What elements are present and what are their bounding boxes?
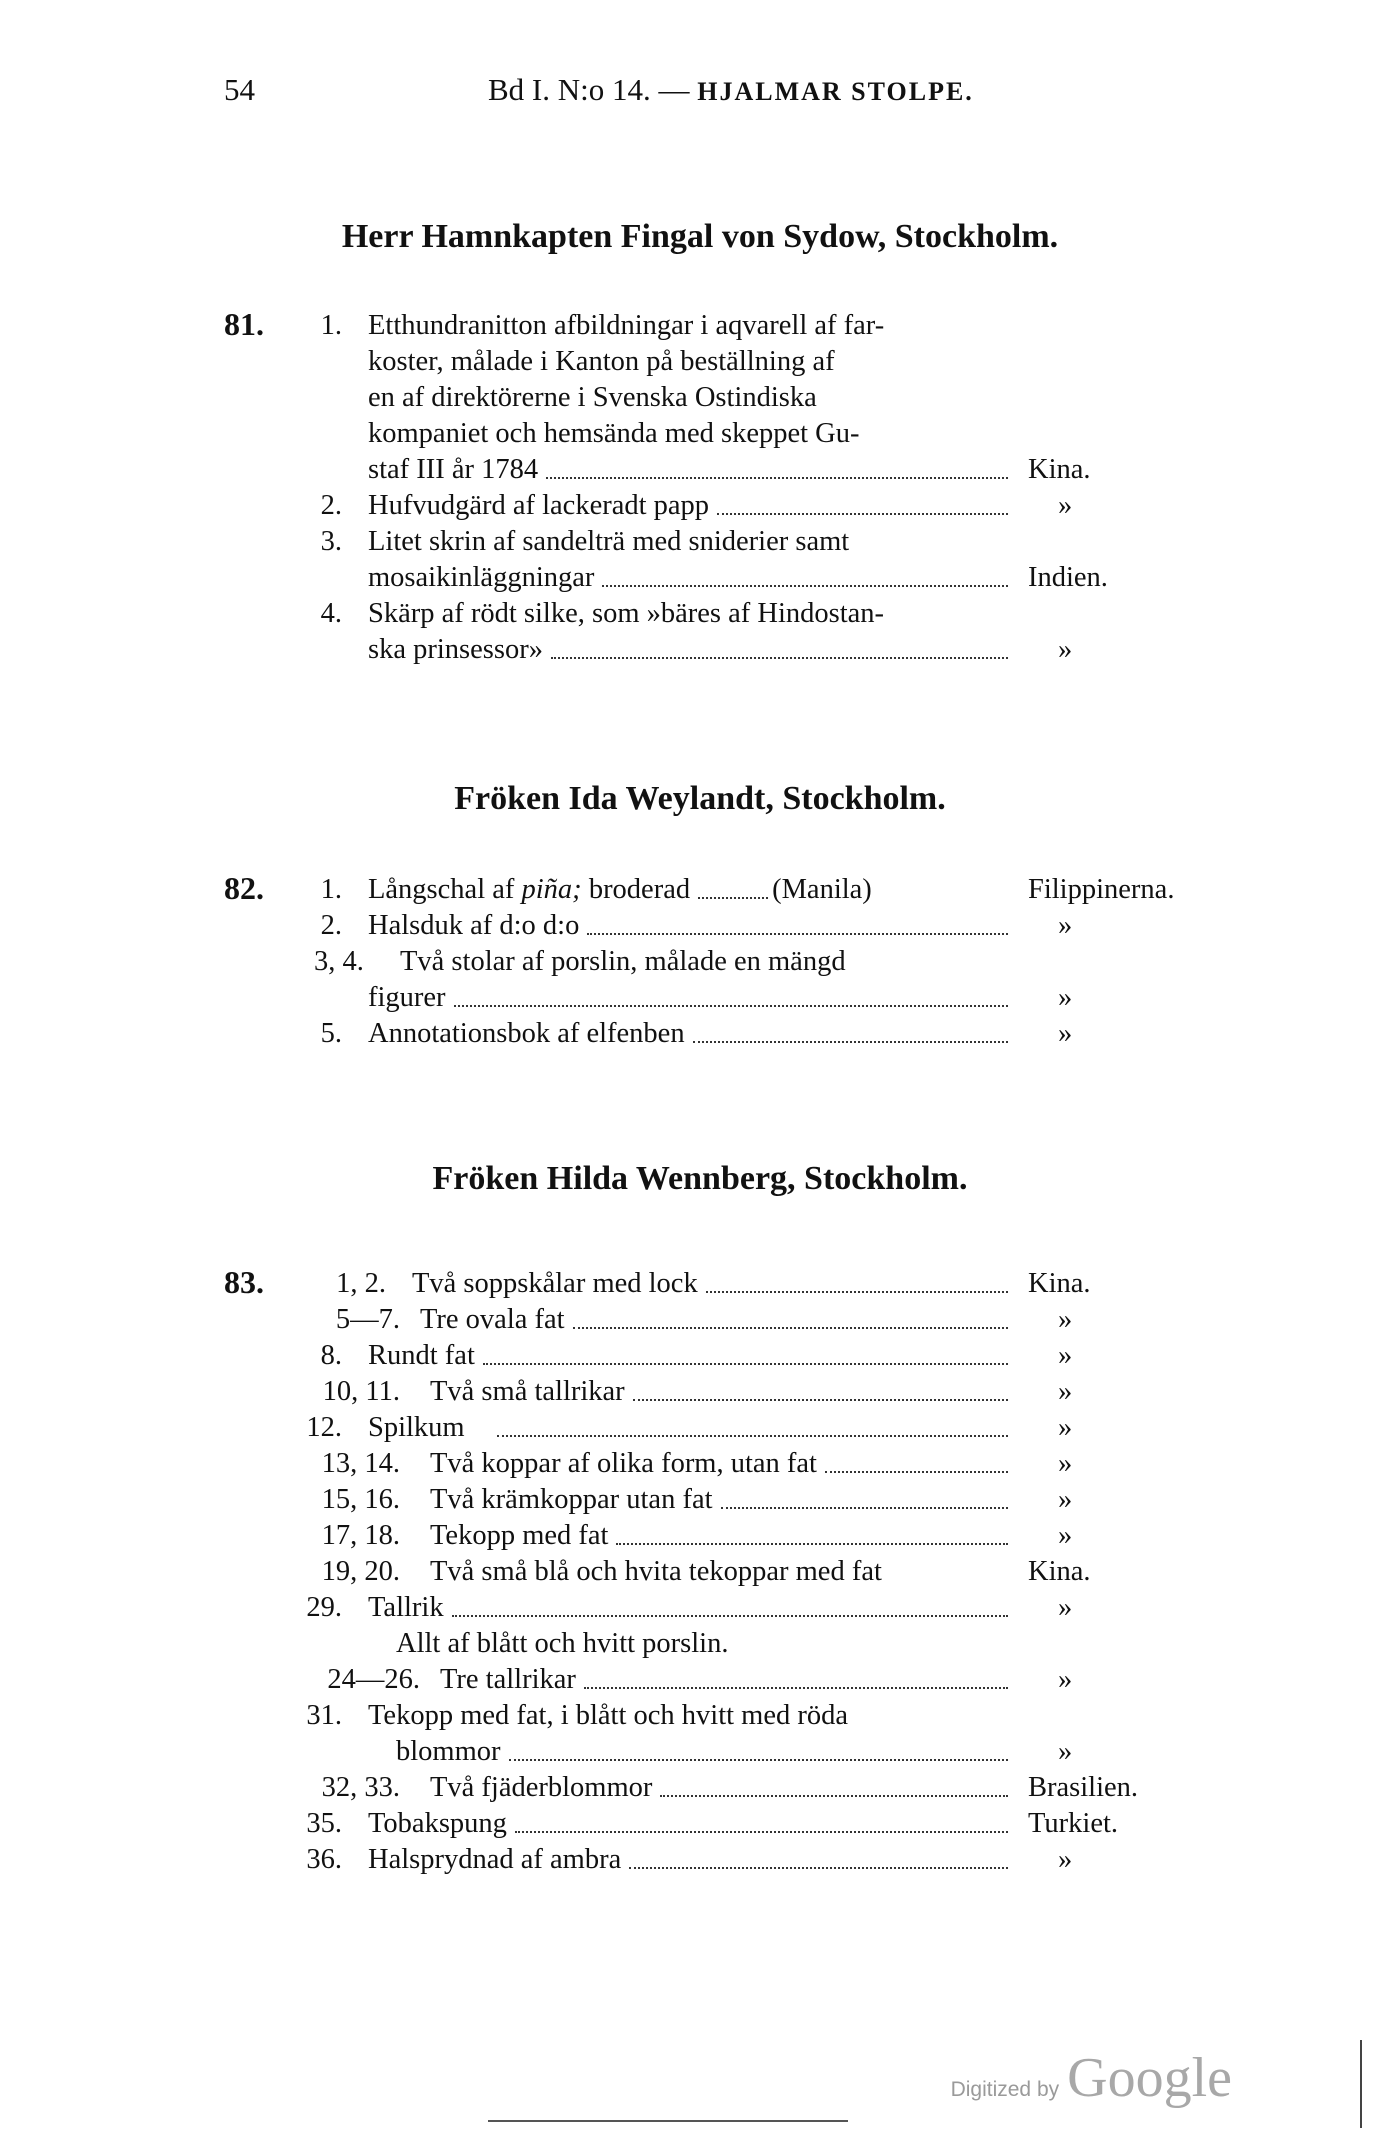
list-item <box>0 596 1400 632</box>
item-text: Annotationsbok af elfenben <box>368 1016 1012 1052</box>
item-origin: Kina. <box>1028 454 1091 485</box>
item-text: Två fjäderblommor <box>430 1770 1012 1806</box>
dot-leader <box>602 585 1008 587</box>
item-text: Tobakspung <box>368 1806 1012 1842</box>
entry-number: 82. <box>224 870 264 906</box>
item-text: Skärp af rödt silke, som »bäres af Hindostan- <box>368 598 885 629</box>
dot-leader <box>706 1291 1008 1293</box>
dot-leader <box>584 1687 1008 1689</box>
dot-leader <box>633 1399 1008 1401</box>
digitization-watermark <box>951 2046 1232 2110</box>
item-text: Hufvudgärd af lackeradt papp <box>368 488 1012 524</box>
item-text: figurer <box>368 980 1012 1016</box>
dot-leader <box>573 1327 1008 1329</box>
dot-leader <box>509 1759 1009 1761</box>
item-number: 12. <box>306 1412 342 1443</box>
list-item <box>0 308 1400 344</box>
item-text: Två små blå och hvita tekoppar med fat <box>430 1556 882 1587</box>
ditto-mark: » <box>1058 1304 1073 1335</box>
list-item <box>0 524 1400 560</box>
ditto-mark: » <box>1058 1520 1073 1551</box>
list-item <box>0 1266 1400 1302</box>
list-item <box>0 1482 1400 1518</box>
ditto-mark: » <box>1058 490 1073 521</box>
item-text: Tallrik <box>368 1590 1012 1626</box>
item-text: Två små tallrikar <box>430 1374 1012 1410</box>
item-text: ska prinsessor» <box>368 632 1012 668</box>
item-number: 1. <box>320 310 342 341</box>
dot-leader <box>551 657 1008 659</box>
item-text: Spilkum <box>368 1410 1012 1446</box>
scan-edge-line <box>1360 2040 1362 2128</box>
author-name: HJALMAR STOLPE. <box>697 77 974 106</box>
item-number: 4. <box>320 598 342 629</box>
volume-reference: Bd I. N:o 14. — <box>488 72 690 107</box>
item-text: Rundt fat <box>368 1338 1012 1374</box>
item-text: mosaikinläggningar <box>368 560 1012 596</box>
dot-leader <box>721 1507 1008 1509</box>
ditto-mark: » <box>1058 1340 1073 1371</box>
entry-number: 83. <box>224 1264 264 1300</box>
item-number: 1. <box>320 874 342 905</box>
list-item <box>0 1734 1400 1770</box>
dot-leader <box>616 1543 1008 1545</box>
list-item <box>0 1842 1400 1878</box>
item-origin: Indien. <box>1028 562 1108 593</box>
section-heading: Fröken Hilda Wennberg, Stockholm. <box>432 1160 968 1197</box>
item-text: Tekopp med fat, i blått och hvitt med röda <box>368 1700 849 1731</box>
list-item <box>0 1518 1400 1554</box>
watermark-prefix: Digitized by <box>950 2078 1060 2101</box>
item-number: 10, 11. <box>322 1376 400 1407</box>
item-origin: Kina. <box>1028 1556 1091 1587</box>
ditto-mark: » <box>1058 1448 1073 1479</box>
item-number: 5—7. <box>335 1304 400 1335</box>
item-number: 35. <box>306 1808 342 1839</box>
list-item <box>0 1590 1400 1626</box>
ditto-mark: » <box>1058 1412 1073 1443</box>
list-item <box>0 980 1400 1016</box>
running-title <box>488 72 974 108</box>
emphasized-term: piña; <box>521 874 582 905</box>
item-text: Två soppskålar med lock <box>412 1266 1012 1302</box>
dot-leader <box>698 897 768 899</box>
dot-leader <box>454 1005 1008 1007</box>
item-origin: Kina. <box>1028 1268 1091 1299</box>
list-item <box>0 1410 1400 1446</box>
item-number: 19, 20. <box>321 1556 400 1587</box>
item-text: Två koppar af olika form, utan fat <box>430 1446 1012 1482</box>
ditto-mark: » <box>1058 910 1073 941</box>
list-item <box>0 560 1400 596</box>
section-heading: Fröken Ida Weylandt, Stockholm. <box>454 780 946 817</box>
list-item <box>0 344 1400 380</box>
ditto-mark: » <box>1058 982 1073 1013</box>
list-item <box>0 1662 1400 1698</box>
item-text: Två stolar af porslin, målade en mängd <box>400 946 846 977</box>
list-item <box>0 1374 1400 1410</box>
item-text: Långschal af piña; broderad (Manila) <box>368 872 1012 908</box>
ditto-mark: » <box>1058 634 1073 665</box>
list-item <box>0 488 1400 524</box>
ditto-mark: » <box>1058 1664 1073 1695</box>
list-item <box>0 1302 1400 1338</box>
item-number: 2. <box>320 910 342 941</box>
dot-leader <box>483 1363 1008 1365</box>
list-item <box>0 944 1400 980</box>
dot-leader <box>515 1831 1008 1833</box>
dot-leader <box>693 1041 1008 1043</box>
item-note: Allt af blått och hvitt porslin. <box>396 1628 729 1659</box>
item-text: blommor <box>396 1734 1012 1770</box>
item-number: 5. <box>320 1018 342 1049</box>
list-item <box>0 1626 1400 1662</box>
dot-leader <box>660 1795 1008 1797</box>
ditto-mark: » <box>1058 1592 1073 1623</box>
item-text: Etthundranitton afbildningar i aqvarell af far- <box>368 310 885 341</box>
google-logo: Google <box>1067 2047 1232 2109</box>
item-number: 2. <box>320 490 342 521</box>
dot-leader <box>546 477 1008 479</box>
item-number: 17, 18. <box>321 1520 400 1551</box>
list-item <box>0 908 1400 944</box>
list-item <box>0 872 1400 908</box>
ditto-mark: » <box>1058 1018 1073 1049</box>
item-text: staf III år 1784 <box>368 452 1012 488</box>
list-item <box>0 632 1400 668</box>
item-number: 29. <box>306 1592 342 1623</box>
ditto-mark: » <box>1058 1736 1073 1767</box>
list-item <box>0 452 1400 488</box>
item-text: Två krämkoppar utan fat <box>430 1482 1012 1518</box>
dot-leader <box>587 933 1008 935</box>
item-origin: Turkiet. <box>1028 1808 1119 1839</box>
list-item <box>0 1770 1400 1806</box>
item-number: 15, 16. <box>321 1484 400 1515</box>
item-text: en af direktörerne i Svenska Ostindiska <box>368 382 817 413</box>
list-item <box>0 1698 1400 1734</box>
item-number: 36. <box>306 1844 342 1875</box>
ditto-mark: » <box>1058 1844 1073 1875</box>
item-origin: Filippinerna. <box>1028 874 1175 905</box>
section-heading: Herr Hamnkapten Fingal von Sydow, Stockholm. <box>341 218 1059 255</box>
list-item <box>0 1016 1400 1052</box>
dot-leader <box>629 1867 1008 1869</box>
list-item <box>0 416 1400 452</box>
item-number: 31. <box>306 1700 342 1731</box>
dot-leader <box>717 513 1008 515</box>
item-text: Tekopp med fat <box>430 1518 1012 1554</box>
ditto-mark: » <box>1058 1376 1073 1407</box>
item-text: koster, målade i Kanton på beställning af <box>368 346 835 377</box>
item-text: Tre tallrikar <box>440 1662 1012 1698</box>
item-number: 1, 2. <box>336 1268 386 1299</box>
item-origin: Brasilien. <box>1028 1772 1139 1803</box>
item-text: Litet skrin af sandelträ med sniderier samt <box>368 526 850 557</box>
item-number: 3. <box>320 526 342 557</box>
item-text: Halsduk af d:o d:o <box>368 908 1012 944</box>
entry-number: 81. <box>224 306 264 342</box>
item-locale: (Manila) <box>772 874 872 905</box>
item-text: kompaniet och hemsända med skeppet Gu- <box>368 418 860 449</box>
scan-bottom-rule <box>488 2120 848 2122</box>
item-number: 24—26. <box>327 1664 420 1695</box>
item-number: 32, 33. <box>321 1772 400 1803</box>
item-text: Tre ovala fat <box>420 1302 1012 1338</box>
dot-leader <box>825 1471 1008 1473</box>
list-item <box>0 380 1400 416</box>
list-item <box>0 1554 1400 1590</box>
item-number: 3, 4. <box>314 946 364 977</box>
dot-leader <box>452 1615 1008 1617</box>
page-number: 54 <box>224 72 255 107</box>
dot-leader <box>497 1435 1008 1437</box>
list-item <box>0 1338 1400 1374</box>
item-text: Halsprydnad af ambra <box>368 1842 1012 1878</box>
list-item <box>0 1446 1400 1482</box>
item-number: 8. <box>320 1340 342 1371</box>
item-number: 13, 14. <box>321 1448 400 1479</box>
running-header <box>0 72 1400 116</box>
list-item <box>0 1806 1400 1842</box>
ditto-mark: » <box>1058 1484 1073 1515</box>
